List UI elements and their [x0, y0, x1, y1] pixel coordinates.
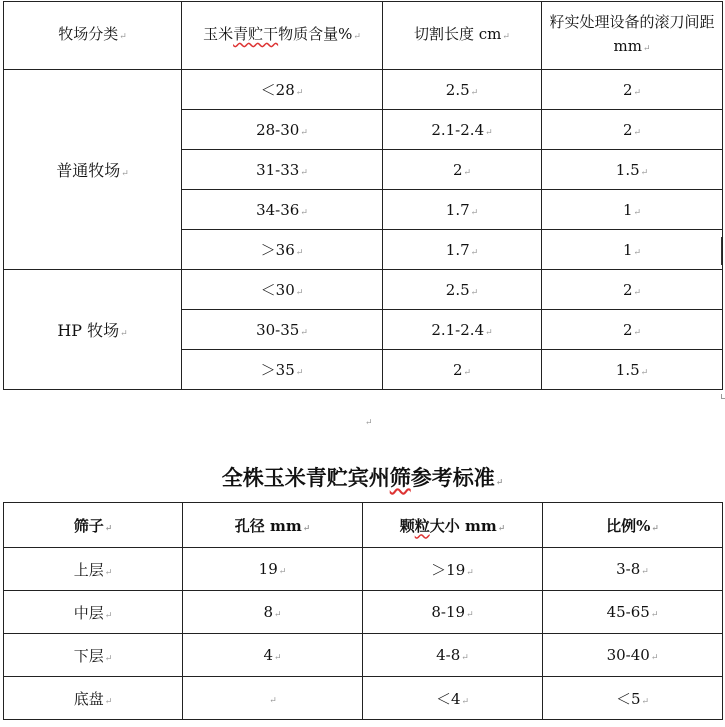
header-ratio: 比例%↵: [543, 503, 723, 548]
header-dry-matter: 玉米青贮干物质含量%↵: [182, 2, 383, 70]
header-particle-size: 颗粒大小 mm↵: [363, 503, 543, 548]
particle-size-cell: ＜4↵: [363, 677, 543, 720]
particle-size-cell: 8-19↵: [363, 591, 543, 634]
cut-length-cell: 2.5↵: [383, 270, 542, 310]
table1-header-row: [4, 2, 723, 70]
cut-length-cell: 2↵: [383, 350, 542, 390]
table-row: [4, 591, 723, 634]
table-row: [4, 270, 723, 310]
sieve-cell: 底盘↵: [4, 677, 183, 720]
header-roller-gap: 籽实处理设备的滚刀间距 mm↵: [542, 2, 723, 70]
dry-matter-cutting-table: [3, 1, 723, 390]
dry-matter-cell: ＜30↵: [182, 270, 383, 310]
farm-category-cell: HP 牧场↵: [4, 270, 182, 390]
table-row: [4, 677, 723, 720]
penn-state-sieve-table: [3, 502, 723, 720]
roller-gap-cell: 1.5↵: [542, 150, 723, 190]
table-row: [4, 548, 723, 591]
dry-matter-cell: ＞36↵: [182, 230, 383, 270]
dry-matter-cell: 28-30↵: [182, 110, 383, 150]
cut-length-cell: 2.1-2.4↵: [383, 310, 542, 350]
particle-size-cell: 4-8↵: [363, 634, 543, 677]
header-hole-size: 孔径 mm↵: [183, 503, 363, 548]
header-farm-category: 牧场分类↵: [4, 2, 182, 70]
sieve-cell: 上层↵: [4, 548, 183, 591]
cut-length-cell: 1.7↵: [383, 230, 542, 270]
table-row: [4, 634, 723, 677]
table-corner-mark: [721, 394, 725, 399]
roller-gap-cell: 2↵: [542, 270, 723, 310]
ratio-cell: 30-40↵: [543, 634, 723, 677]
roller-gap-cell: 1↵: [542, 230, 723, 270]
ratio-cell: 45-65↵: [543, 591, 723, 634]
ratio-cell: 3-8↵: [543, 548, 723, 591]
dry-matter-cell: 34-36↵: [182, 190, 383, 230]
paragraph-mark: ↵: [365, 418, 373, 428]
roller-gap-cell: 2↵: [542, 70, 723, 110]
ratio-cell: ＜5↵: [543, 677, 723, 720]
cut-length-cell: 2.5↵: [383, 70, 542, 110]
header-cut-length: 切割长度 cm↵: [383, 2, 542, 70]
cut-length-cell: 2.1-2.4↵: [383, 110, 542, 150]
cut-length-cell: 1.7↵: [383, 190, 542, 230]
roller-gap-cell: 2↵: [542, 310, 723, 350]
dry-matter-cell: ＞35↵: [182, 350, 383, 390]
roller-gap-cell: 1.5↵: [542, 350, 723, 390]
header-sieve: 筛子↵: [4, 503, 183, 548]
table-row: [4, 70, 723, 110]
hole-size-cell: 4↵: [183, 634, 363, 677]
sieve-cell: 中层↵: [4, 591, 183, 634]
dry-matter-cell: 30-35↵: [182, 310, 383, 350]
dry-matter-cell: ＜28↵: [182, 70, 383, 110]
sieve-table-title: 全株玉米青贮宾州筛参考标准↵: [221, 465, 504, 490]
table2-header-row: [4, 503, 723, 548]
cut-length-cell: 2↵: [383, 150, 542, 190]
hole-size-cell: 8↵: [183, 591, 363, 634]
hole-size-cell: ↵: [183, 677, 363, 720]
hole-size-cell: 19↵: [183, 548, 363, 591]
cursor-edge-mark: [721, 237, 722, 265]
roller-gap-cell: 1↵: [542, 190, 723, 230]
particle-size-cell: ＞19↵: [363, 548, 543, 591]
sieve-cell: 下层↵: [4, 634, 183, 677]
dry-matter-cell: 31-33↵: [182, 150, 383, 190]
roller-gap-cell: 2↵: [542, 110, 723, 150]
farm-category-cell: 普通牧场↵: [4, 70, 182, 270]
